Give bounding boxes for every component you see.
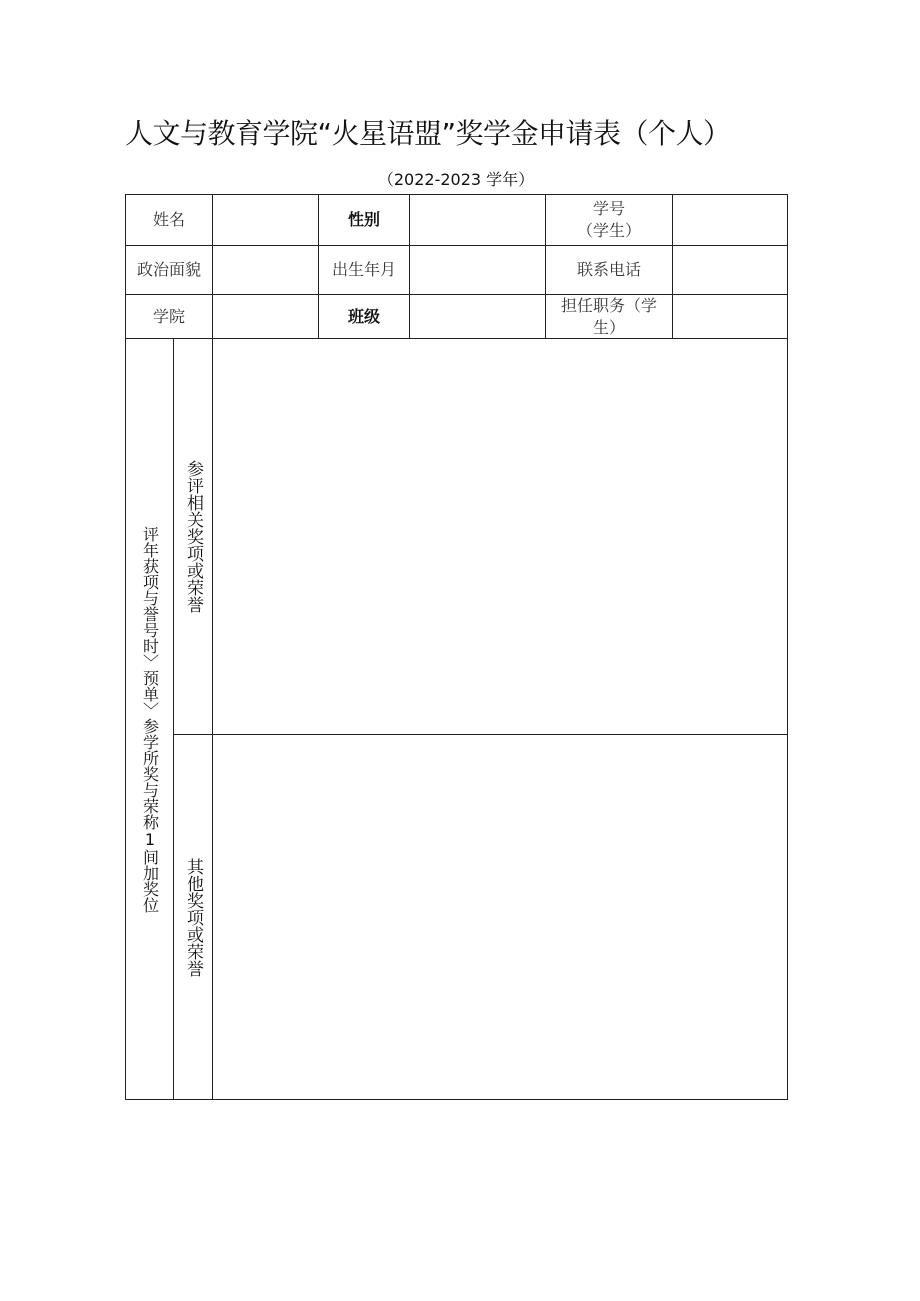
awards-section-label-cell: [125, 338, 174, 1100]
class-field[interactable]: [409, 294, 546, 339]
birth-date-label: 出生年月: [318, 245, 410, 295]
other-awards-label-cell: [173, 734, 213, 1100]
political-status-field[interactable]: [212, 245, 319, 295]
college-field[interactable]: [212, 294, 319, 339]
phone-label: 联系电话: [545, 245, 673, 295]
other-awards-label: 其他奖项或荣誉: [183, 857, 203, 977]
gender-field[interactable]: [409, 194, 546, 246]
application-form-table: [125, 194, 788, 1100]
academic-year: （2022-2023 学年）: [377, 170, 535, 189]
political-status-label: 政治面貌: [125, 245, 213, 295]
gender-label: 性别: [318, 194, 410, 246]
class-label: 班级: [318, 294, 410, 339]
college-label: 学院: [125, 294, 213, 339]
related-awards-field[interactable]: [212, 338, 788, 735]
name-label: 姓名: [125, 194, 213, 246]
student-id-label: 学号 （学生）: [545, 194, 673, 246]
related-awards-label: 参评相关奖项或荣誉: [183, 460, 203, 613]
form-title: 人文与教育学院“火星语盟”奖学金申请表（个人）: [125, 117, 731, 150]
phone-field[interactable]: [672, 245, 788, 295]
birth-date-field[interactable]: [409, 245, 546, 295]
other-awards-field[interactable]: [212, 734, 788, 1100]
position-label: 担任职务（学生）: [545, 294, 673, 339]
related-awards-label-cell: [173, 338, 213, 735]
awards-section-label: 评年获项与誉号时〉预单〉参学所奖与荣称1间加奖位: [140, 525, 160, 913]
name-field[interactable]: [212, 194, 319, 246]
position-field[interactable]: [672, 294, 788, 339]
student-id-field[interactable]: [672, 194, 788, 246]
